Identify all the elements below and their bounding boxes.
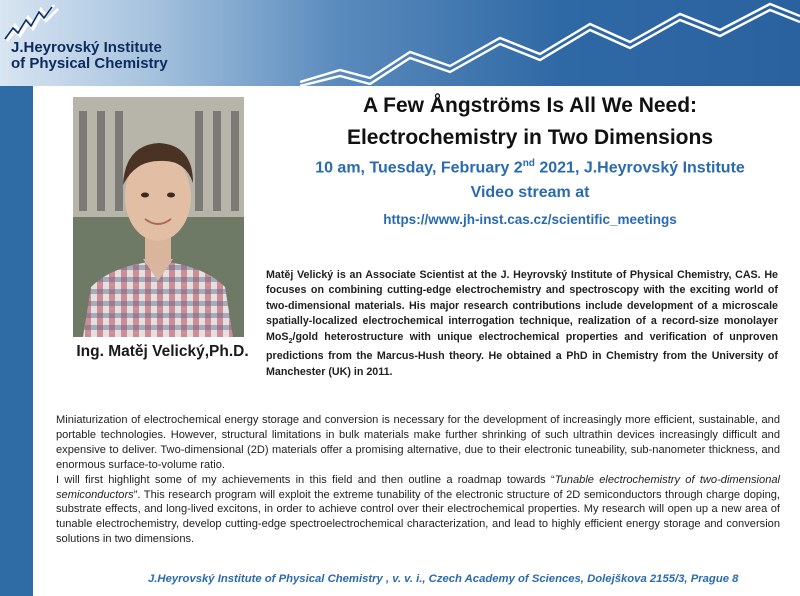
abstract-paragraph-2 xyxy=(56,473,780,548)
talk-title xyxy=(280,90,780,154)
date-rest: 2021, J.Heyrovský Institute xyxy=(534,159,745,177)
header-banner xyxy=(0,0,800,86)
stream-url-link[interactable]: https://www.jh-inst.cas.cz/scientific_meetings xyxy=(383,212,677,227)
talk-abstract xyxy=(56,413,780,547)
talk-date xyxy=(265,158,795,177)
bio-subscript: 2 xyxy=(288,337,293,345)
date-ordinal: nd xyxy=(522,158,535,169)
zigzag-decoration-icon xyxy=(300,0,800,86)
speaker-portrait xyxy=(73,97,244,337)
footer-address: J.Heyrovský Institute of Physical Chemistry , v. v. i., Czech Academy of Sciences, Dolejškova 2155/3, Prague 8 xyxy=(148,573,739,585)
institute-logo-icon xyxy=(4,3,64,43)
speaker-bio xyxy=(266,268,778,380)
talk-title-line-2: Electrochemistry in Two Dimensions xyxy=(346,126,714,149)
abstract-p2-start: I will first highlight some of my achievements in this field and then outline a roadmap towards “ xyxy=(56,473,555,486)
video-stream-label: Video stream at xyxy=(470,184,590,201)
speaker-name: Ing. Matěj Velický,Ph.D. xyxy=(76,343,249,360)
talk-title-line-1: A Few Ångströms Is All We Need: xyxy=(362,94,698,117)
bio-text-cont: /gold heterostructure with unique electrochemical properties and verification of unproven predictions from the Marcus-Hush theory. He obtained a PhD in Chemistry from the University of Manchester (UK) in 2011. xyxy=(266,330,778,378)
institute-name: J.Heyrovský Institute of Physical Chemistry xyxy=(11,39,168,72)
date-main: 10 am, Tuesday, February 2 xyxy=(315,159,523,177)
abstract-p2-end: ”. This research program will exploit the extreme tunability of the electronic structure of 2D semiconductors through charge doping, substrate effects, and long-lived excitons, in order to achieve control over their electrochemical properties. My research will open up a new area of tunable electrochemistry, develop cutting-edge spectroelectrochemical characterization, and lead to highly efficient energy storage and conversion solutions in two dimensions. xyxy=(56,488,780,546)
abstract-p2-italic: Tunable electrochemistry of two-dimensional semiconductors xyxy=(56,473,780,501)
bio-text: Matěj Velický is an Associate Scientist at the J. Heyrovský Institute of Physical Chemistry, CAS. He focuses on combining cutting-edge electrochemistry and spectroscopy with the exciting world of two-dimensional materials. His major research contributions include development of a microscale spatially-localized electrochemical interrogation technique, realization of a record-size monolayer MoS xyxy=(266,269,778,343)
abstract-paragraph-1: Miniaturization of electrochemical energy storage and conversion is necessary for the development of increasingly more efficient, sustainable, and portable technologies. However, structural limitations in bulk materials make further shrinking of such ultrathin devices increasingly difficult and expensive to deliver. Two-dimensional (2D) materials offer a promising alternative, due to their electronic tuneability, sub-nanometer thickness, and enormous surface-to-volume ratio. xyxy=(56,414,780,471)
